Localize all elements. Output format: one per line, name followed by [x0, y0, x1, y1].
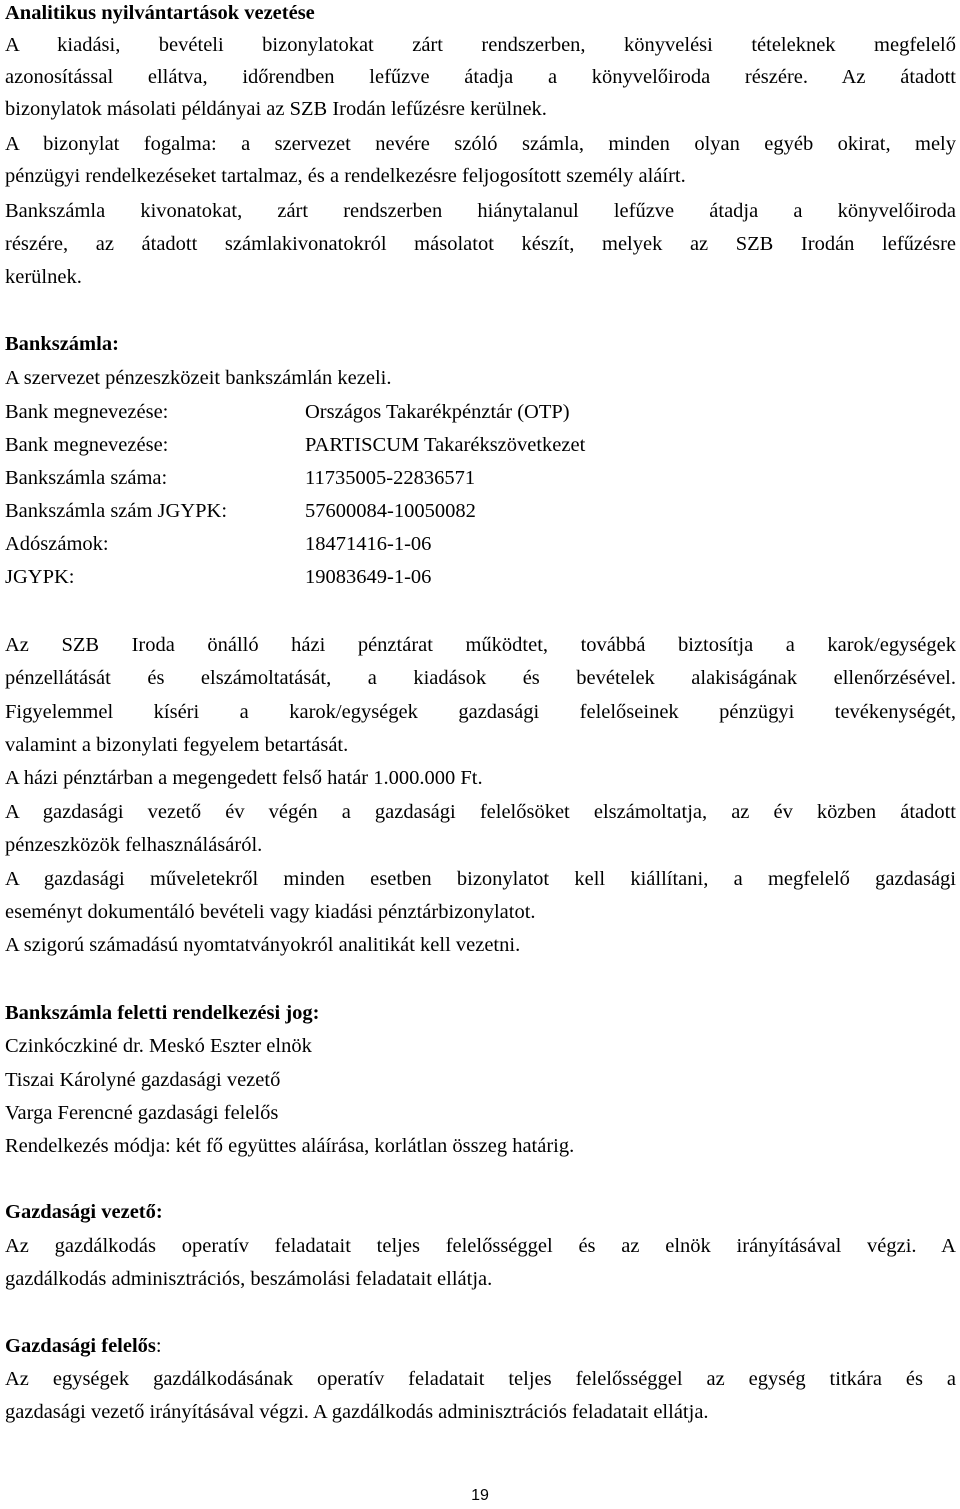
paragraph-line: A gazdasági vezető év végén a gazdasági felelősöket elszámoltatja, az év közben átadott — [5, 801, 956, 823]
disposition-line: Rendelkezés módja: két fő együttes aláírása, korlátlan összeg határig. — [5, 1135, 575, 1157]
bank-row — [5, 528, 956, 560]
bank-row-value: PARTISCUM Takarékszövetkezet — [305, 434, 586, 456]
bank-row-label: Bank megnevezése: — [5, 401, 169, 423]
bank-row — [5, 561, 956, 593]
bank-row-label: JGYPK: — [5, 566, 75, 588]
signatory-line: Czinkóczkiné dr. Meskó Eszter elnök — [5, 1035, 312, 1057]
paragraph-line: eseményt dokumentáló bevételi vagy kiadási pénztárbizonylatot. — [5, 901, 536, 923]
page-number: 19 — [471, 1487, 489, 1504]
bank-row-label: Bankszámla száma: — [5, 467, 168, 489]
paragraph-line: Az gazdálkodás operatív feladatait teljes felelősséggel és az elnök irányításával végzi. A — [5, 1235, 956, 1257]
bank-row — [5, 462, 956, 494]
paragraph-line: azonosítással ellátva, időrendben lefűzve átadja a könyvelőiroda részére. Az átadott — [5, 66, 956, 88]
bank-row-value: 57600084-10050082 — [305, 500, 476, 522]
paragraph-line: A kiadási, bevételi bizonylatokat zárt rendszerben, könyvelési tételeknek megfelelő — [5, 34, 956, 56]
bank-row — [5, 495, 956, 527]
paragraph-line: valamint a bizonylati fegyelem betartását. — [5, 734, 349, 756]
bank-row — [5, 429, 956, 461]
paragraph-line: A gazdasági műveletekről minden esetben bizonylatot kell kiállítani, a megfelelő gazdasági — [5, 868, 956, 890]
paragraph-line: pénzeszközök felhasználásáról. — [5, 834, 263, 856]
paragraph-line: Az egységek gazdálkodásának operatív feladatait teljes felelősséggel az egység titkára és a — [5, 1368, 956, 1390]
bank-row-value: 19083649-1-06 — [305, 566, 432, 588]
section-heading-bank: Bankszámla: — [5, 333, 119, 355]
bank-row — [5, 396, 956, 428]
paragraph-line: A bizonylat fogalma: a szervezet nevére szóló számla, minden olyan egyéb okirat, mely — [5, 133, 956, 155]
paragraph-line: pénzügyi rendelkezéseket tartalmaz, és a rendelkezésre feljogosított személy aláírt. — [5, 165, 686, 187]
bank-row-value: Országos Takarékpénztár (OTP) — [305, 401, 570, 423]
paragraph-line: Bankszámla kivonatokat, zárt rendszerben hiánytalanul lefűzve átadja a könyvelőiroda — [5, 200, 956, 222]
bank-intro: A szervezet pénzeszközeit bankszámlán kezeli. — [5, 367, 392, 389]
cash-limit-line: A házi pénztárban a megengedett felső határ 1.000.000 Ft. — [5, 767, 483, 789]
paragraph-line: részére, az átadott számlakivonatokról másolatot készít, melyek az SZB Irodán lefűzésre — [5, 233, 956, 255]
bank-row-label: Bankszámla szám JGYPK: — [5, 500, 228, 522]
section-heading-authority: Bankszámla feletti rendelkezési jog: — [5, 1002, 320, 1024]
paragraph-line: gazdasági vezető irányításával végzi. A gazdálkodás adminisztrációs feladatait ellátja. — [5, 1401, 709, 1423]
officer-heading-colon: : — [155, 1335, 162, 1357]
bank-row-value: 18471416-1-06 — [305, 533, 432, 555]
paragraph-line: bizonylatok másolati példányai az SZB Irodán lefűzésre kerülnek. — [5, 98, 547, 120]
paragraph-line: A szigorú számadású nyomtatványokról analitikát kell vezetni. — [5, 934, 521, 956]
paragraph-line: pénzellátását és elszámoltatását, a kiadások és bevételek alakiságának ellenőrzésével. — [5, 667, 956, 689]
paragraph-line: Figyelemmel kíséri a karok/egységek gazdasági felelőseinek pénzügyi tevékenységét, — [5, 701, 956, 723]
signatory-line: Varga Ferencné gazdasági felelős — [5, 1102, 279, 1124]
officer-heading-text: Gazdasági felelős — [5, 1335, 156, 1357]
section-heading-officer — [5, 1330, 956, 1362]
paragraph-line: kerülnek. — [5, 266, 82, 288]
paragraph-line: Az SZB Iroda önálló házi pénztárat működtet, továbbá biztosítja a karok/egységek — [5, 634, 956, 656]
section-heading-analytics: Analitikus nyilvántartások vezetése — [5, 2, 315, 24]
bank-row-label: Bank megnevezése: — [5, 434, 169, 456]
bank-row-value: 11735005-22836571 — [305, 467, 476, 489]
bank-row-label: Adószámok: — [5, 533, 109, 555]
signatory-line: Tiszai Károlyné gazdasági vezető — [5, 1069, 281, 1091]
paragraph-line: gazdálkodás adminisztrációs, beszámolási feladatait ellátja. — [5, 1268, 493, 1290]
section-heading-manager: Gazdasági vezető: — [5, 1201, 163, 1223]
